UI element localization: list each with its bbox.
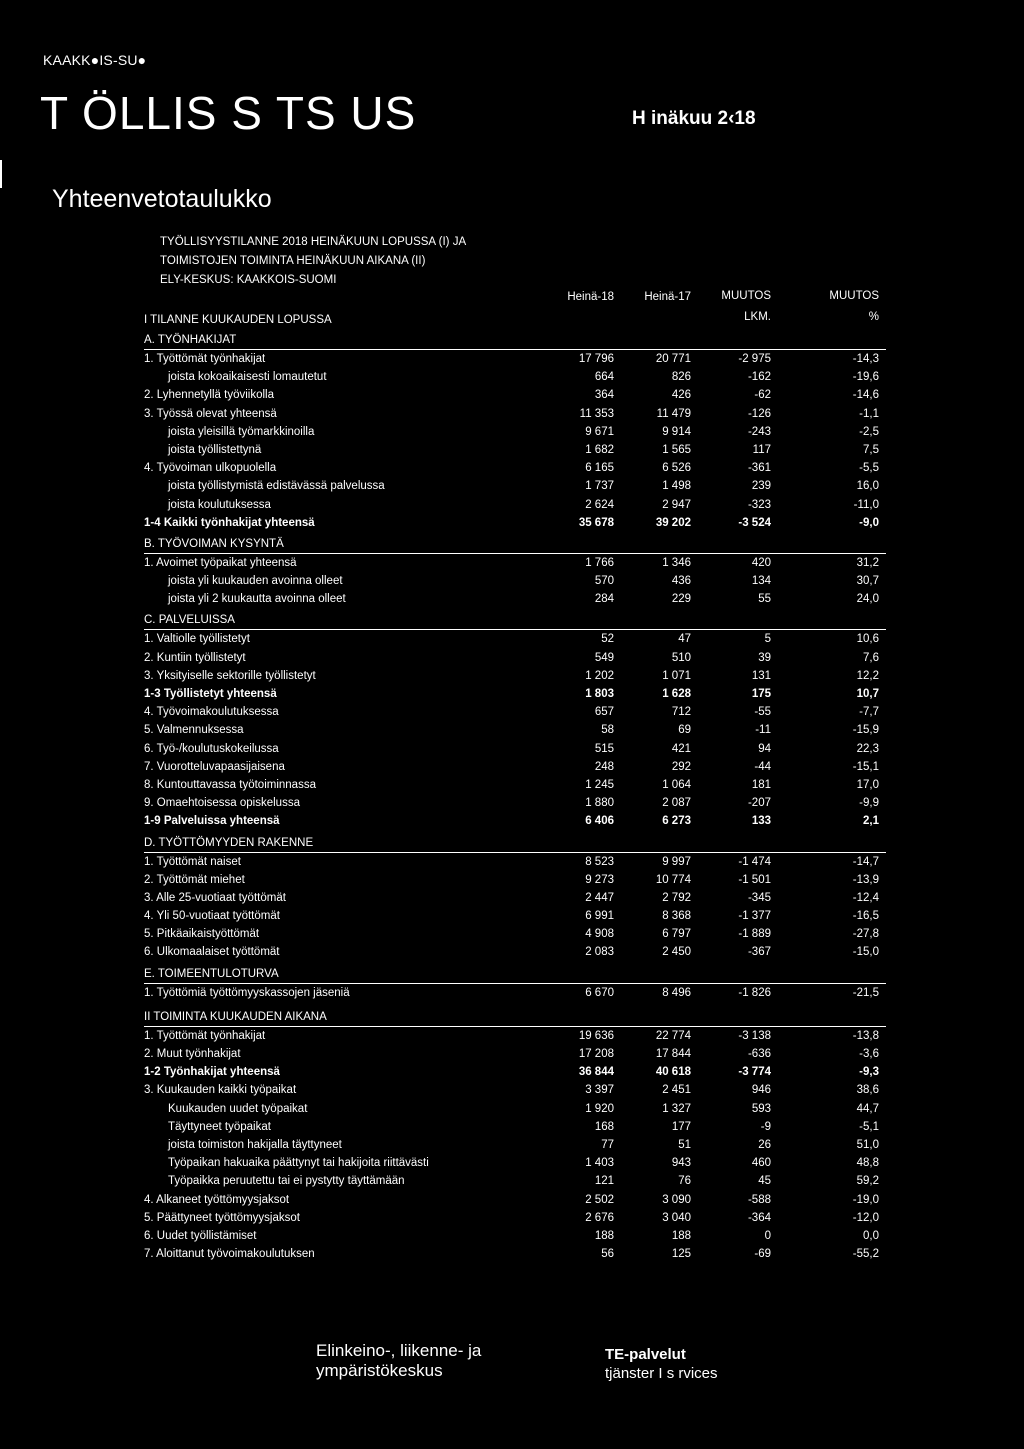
row-label: 2. Muut työnhakijat bbox=[144, 1048, 241, 1060]
row-value-col-2: 39 202 bbox=[655, 516, 691, 529]
ely-logo-text bbox=[316, 1341, 481, 1381]
row-value-col-4: -5,5 bbox=[859, 462, 879, 475]
row-value-col-2: 40 618 bbox=[655, 1066, 691, 1079]
row-value-col-4: -55,2 bbox=[852, 1248, 879, 1261]
table-row bbox=[144, 889, 884, 907]
row-value-col-3: 134 bbox=[751, 575, 771, 588]
row-value-col-2: 69 bbox=[678, 724, 691, 737]
row-value-col-4: 51,0 bbox=[856, 1138, 879, 1151]
margin-mark bbox=[0, 160, 2, 188]
table-row bbox=[144, 685, 884, 703]
row-value-col-2: 22 774 bbox=[655, 1029, 691, 1042]
row-value-col-2: 1 628 bbox=[662, 688, 691, 700]
row-value-col-1: 1 803 bbox=[585, 688, 614, 700]
page-subtitle: Yhteenvetotaulukko bbox=[52, 185, 272, 213]
header-label: I TILANNE KUUKAUDEN LOPUSSA bbox=[144, 314, 332, 326]
row-value-col-2: 11 479 bbox=[656, 407, 691, 420]
row-value-col-3: -588 bbox=[747, 1193, 771, 1206]
row-label: 5. Valmennuksessa bbox=[144, 724, 244, 737]
row-value-col-3: 117 bbox=[752, 443, 771, 456]
row-value-col-2: 712 bbox=[671, 706, 691, 719]
table-row bbox=[144, 590, 884, 608]
row-value-col-3: -126 bbox=[747, 407, 771, 420]
row-value-col-2: 826 bbox=[671, 371, 691, 384]
section-title: II TOIMINTA KUUKAUDEN AIKANA bbox=[144, 1010, 327, 1023]
row-value-col-4: -14,6 bbox=[852, 389, 879, 402]
row-label: 3. Yksityiselle sektorille työllistetyt bbox=[144, 669, 316, 682]
row-label: 2. Kuntiin työllistetyt bbox=[144, 651, 246, 664]
row-value-col-1: 1 403 bbox=[585, 1157, 614, 1170]
row-value-col-1: 6 165 bbox=[585, 462, 614, 475]
table-row bbox=[144, 853, 884, 871]
row-value-col-4: -19,0 bbox=[852, 1193, 879, 1206]
table-row bbox=[144, 907, 884, 925]
row-value-col-1: 664 bbox=[594, 371, 614, 384]
row-value-col-4: 2,1 bbox=[863, 815, 879, 828]
row-value-col-1: 168 bbox=[594, 1120, 614, 1133]
row-value-col-4: -5,1 bbox=[859, 1120, 879, 1133]
row-value-col-1: 1 245 bbox=[585, 778, 614, 791]
row-value-col-2: 20 771 bbox=[655, 353, 691, 365]
row-value-col-1: 248 bbox=[594, 760, 614, 773]
row-value-col-2: 2 087 bbox=[662, 797, 691, 810]
table-row bbox=[144, 1172, 884, 1190]
row-value-col-3: -44 bbox=[754, 760, 771, 773]
row-value-col-1: 1 202 bbox=[585, 669, 614, 682]
row-label: 9. Omaehtoisessa opiskelussa bbox=[144, 797, 300, 810]
table-body bbox=[144, 331, 884, 1263]
row-value-col-3: 26 bbox=[758, 1138, 771, 1151]
row-label: 3. Alle 25-vuotiaat työttömät bbox=[144, 891, 286, 904]
row-value-col-3: -1 501 bbox=[738, 873, 771, 886]
row-value-col-2: 10 774 bbox=[655, 873, 691, 886]
table-row bbox=[144, 405, 884, 423]
row-value-col-3: 131 bbox=[751, 669, 771, 682]
row-label: 1-4 Kaikki työnhakijat yhteensä bbox=[144, 516, 315, 529]
row-value-col-1: 657 bbox=[594, 706, 614, 719]
row-value-col-1: 2 676 bbox=[585, 1211, 614, 1224]
row-value-col-2: 421 bbox=[671, 742, 691, 755]
section-heading bbox=[144, 611, 884, 629]
row-value-col-2: 1 071 bbox=[662, 669, 691, 682]
row-label: 1. Työttömät naiset bbox=[144, 855, 241, 868]
table-row bbox=[144, 1191, 884, 1209]
row-value-col-3: -11 bbox=[755, 724, 771, 737]
row-value-col-3: 420 bbox=[751, 556, 771, 569]
row-value-col-1: 36 844 bbox=[578, 1066, 614, 1079]
row-value-col-3: -3 138 bbox=[738, 1029, 771, 1042]
table-row bbox=[144, 943, 884, 961]
row-value-col-4: -15,9 bbox=[852, 724, 879, 737]
row-value-col-3: -1 377 bbox=[738, 910, 771, 923]
row-value-col-2: 3 040 bbox=[662, 1211, 691, 1224]
row-value-col-2: 2 792 bbox=[662, 891, 691, 904]
row-value-col-1: 9 671 bbox=[585, 425, 614, 438]
row-value-col-3: -367 bbox=[747, 946, 771, 959]
row-label: 2. Lyhennetyllä työviikolla bbox=[144, 389, 274, 402]
row-value-col-2: 9 914 bbox=[662, 425, 691, 438]
row-value-col-4: -27,8 bbox=[852, 928, 879, 941]
header-col-2: Heinä-17 bbox=[644, 291, 691, 303]
row-label: 4. Työvoiman ulkopuolella bbox=[144, 462, 277, 475]
row-value-col-4: -13,8 bbox=[852, 1029, 879, 1042]
row-label: 1. Työttömiä työttömyyskassojen jäseniä bbox=[144, 986, 350, 999]
row-value-col-4: 10,6 bbox=[856, 633, 879, 646]
row-value-col-4: -15,1 bbox=[852, 760, 879, 773]
row-value-col-1: 19 636 bbox=[578, 1029, 614, 1042]
footer-left-line: Elinkeino-, liikenne- ja bbox=[316, 1341, 482, 1360]
section-title: D. TYÖTTÖMYYDEN RAKENNE bbox=[144, 836, 314, 849]
row-value-col-4: -12,0 bbox=[852, 1211, 879, 1224]
row-value-col-1: 121 bbox=[594, 1175, 614, 1188]
row-value-col-1: 35 678 bbox=[578, 516, 614, 529]
table-row bbox=[144, 1136, 884, 1154]
table-row bbox=[144, 1227, 884, 1245]
section-title: C. PALVELUISSA bbox=[144, 614, 235, 627]
row-value-col-1: 1 682 bbox=[585, 443, 614, 456]
row-value-col-1: 515 bbox=[594, 742, 614, 755]
row-value-col-4: -9,9 bbox=[859, 797, 879, 810]
description-line: TYÖLLISYYSTILANNE 2018 HEINÄKUUN LOPUSSA (I) JA bbox=[160, 236, 467, 248]
row-label: 6. Työ-/koulutuskokeilussa bbox=[144, 742, 279, 755]
row-value-col-2: 76 bbox=[678, 1175, 691, 1188]
row-value-col-3: -9 bbox=[760, 1120, 771, 1133]
row-value-col-2: 125 bbox=[671, 1248, 691, 1261]
table-row bbox=[144, 740, 884, 758]
row-value-col-2: 943 bbox=[671, 1157, 691, 1170]
row-label: joista koulutuksessa bbox=[168, 498, 271, 511]
row-value-col-4: -13,9 bbox=[852, 873, 879, 886]
row-value-col-4: 31,2 bbox=[856, 556, 879, 569]
table-row bbox=[144, 776, 884, 794]
row-value-col-3: 175 bbox=[751, 688, 771, 700]
row-value-col-1: 9 273 bbox=[585, 873, 614, 886]
section-title: B. TYÖVOIMAN KYSYNTÄ bbox=[144, 537, 284, 550]
row-value-col-4: -14,3 bbox=[852, 353, 879, 365]
row-value-col-4: -2,5 bbox=[859, 425, 879, 438]
row-label: 1-3 Työllistetyt yhteensä bbox=[144, 688, 277, 700]
row-value-col-4: 22,3 bbox=[856, 742, 879, 755]
row-label: 4. Yli 50-vuotiaat työttömät bbox=[144, 910, 280, 923]
row-value-col-4: 7,5 bbox=[863, 443, 879, 456]
row-value-col-4: 30,7 bbox=[856, 575, 879, 588]
row-value-col-3: 5 bbox=[764, 633, 771, 646]
table-row bbox=[144, 1063, 884, 1081]
row-value-col-2: 510 bbox=[671, 651, 691, 664]
row-value-col-2: 6 526 bbox=[662, 462, 691, 475]
row-label: joista yli kuukauden avoinna olleet bbox=[168, 575, 343, 588]
row-value-col-4: -1,1 bbox=[859, 407, 879, 420]
header-col-1: Heinä-18 bbox=[567, 291, 614, 303]
footer-left-line: ympäristökeskus bbox=[316, 1361, 443, 1380]
table-row bbox=[144, 812, 884, 830]
table-row bbox=[144, 1209, 884, 1227]
row-value-col-2: 1 346 bbox=[662, 556, 691, 569]
row-value-col-3: -1 889 bbox=[738, 928, 771, 941]
row-value-col-4: 7,6 bbox=[863, 651, 879, 664]
section-heading bbox=[144, 965, 884, 983]
table-row bbox=[144, 423, 884, 441]
row-value-col-1: 2 447 bbox=[585, 891, 614, 904]
row-value-col-2: 188 bbox=[671, 1229, 691, 1242]
report-month: H inäkuu 2‹18 bbox=[632, 108, 756, 129]
table-row bbox=[144, 496, 884, 514]
row-label: Kuukauden uudet työpaikat bbox=[168, 1102, 308, 1115]
row-value-col-3: 946 bbox=[751, 1084, 771, 1097]
table-row bbox=[144, 1245, 884, 1263]
table-row bbox=[144, 368, 884, 386]
table-header bbox=[144, 286, 884, 328]
row-value-col-1: 1 737 bbox=[585, 480, 614, 493]
row-label: joista yleisillä työmarkkinoilla bbox=[168, 425, 315, 438]
row-label: 6. Uudet työllistämiset bbox=[144, 1229, 257, 1242]
report-description bbox=[160, 233, 466, 290]
row-value-col-2: 436 bbox=[671, 575, 691, 588]
table-row bbox=[144, 1027, 884, 1045]
row-value-col-3: -364 bbox=[747, 1211, 771, 1224]
row-value-col-3: -55 bbox=[754, 706, 771, 719]
row-value-col-3: -162 bbox=[747, 371, 771, 384]
section-heading bbox=[144, 535, 884, 553]
row-label: joista toimiston hakijalla täyttyneet bbox=[168, 1138, 342, 1151]
row-value-col-4: -11,0 bbox=[853, 498, 879, 511]
row-label: 8. Kuntouttavassa työtoiminnassa bbox=[144, 778, 316, 791]
table-row bbox=[144, 925, 884, 943]
row-value-col-1: 364 bbox=[594, 389, 614, 402]
table-row bbox=[144, 386, 884, 404]
row-label: joista kokoaikaisesti lomautetut bbox=[168, 371, 327, 384]
row-value-col-2: 3 090 bbox=[662, 1193, 691, 1206]
table-row bbox=[144, 514, 884, 532]
row-value-col-4: 16,0 bbox=[856, 480, 879, 493]
row-value-col-4: -12,4 bbox=[852, 891, 879, 904]
row-label: 1-2 Työnhakijat yhteensä bbox=[144, 1066, 280, 1079]
row-value-col-4: -21,5 bbox=[852, 986, 879, 999]
row-value-col-4: 24,0 bbox=[856, 593, 879, 606]
row-value-col-2: 1 064 bbox=[662, 778, 691, 791]
row-value-col-3: -345 bbox=[747, 891, 771, 904]
row-label: joista yli 2 kuukautta avoinna olleet bbox=[168, 593, 346, 606]
row-value-col-3: -69 bbox=[754, 1248, 771, 1261]
row-value-col-2: 6 273 bbox=[662, 815, 691, 828]
row-value-col-2: 292 bbox=[671, 760, 691, 773]
row-value-col-2: 17 844 bbox=[655, 1048, 691, 1060]
row-value-col-3: 39 bbox=[758, 651, 771, 664]
table-row bbox=[144, 630, 884, 648]
row-value-col-1: 8 523 bbox=[585, 855, 614, 868]
row-value-col-2: 1 327 bbox=[662, 1102, 691, 1115]
row-value-col-1: 56 bbox=[601, 1248, 614, 1261]
row-value-col-1: 570 bbox=[594, 575, 614, 588]
row-value-col-1: 52 bbox=[601, 633, 614, 646]
row-value-col-1: 2 624 bbox=[585, 498, 614, 511]
row-value-col-2: 8 368 bbox=[662, 910, 691, 923]
row-value-col-4: -7,7 bbox=[859, 706, 879, 719]
row-value-col-2: 426 bbox=[671, 389, 691, 402]
row-value-col-2: 51 bbox=[678, 1138, 691, 1151]
row-value-col-1: 2 502 bbox=[585, 1193, 614, 1206]
table-row bbox=[144, 794, 884, 812]
row-value-col-2: 8 496 bbox=[662, 986, 691, 999]
region-label: KAAKK●IS-SU● bbox=[43, 52, 147, 68]
row-value-col-4: 17,0 bbox=[856, 778, 879, 791]
section-heading bbox=[144, 1008, 884, 1026]
row-label: 5. Päättyneet työttömyysjaksot bbox=[144, 1211, 300, 1224]
row-label: 6. Ulkomaalaiset työttömät bbox=[144, 946, 280, 959]
row-value-col-3: 0 bbox=[764, 1229, 771, 1242]
summary-table bbox=[144, 286, 884, 1263]
row-value-col-1: 3 397 bbox=[585, 1084, 614, 1097]
table-row bbox=[144, 758, 884, 776]
row-value-col-1: 6 406 bbox=[585, 815, 614, 828]
row-value-col-4: 38,6 bbox=[856, 1084, 879, 1097]
row-value-col-4: 12,2 bbox=[856, 669, 879, 682]
row-value-col-3: 181 bbox=[751, 778, 771, 791]
table-row bbox=[144, 649, 884, 667]
row-label: Työpaikan hakuaika päättynyt tai hakijoita riittävästi bbox=[168, 1157, 429, 1170]
row-label: 3. Työssä olevat yhteensä bbox=[144, 407, 277, 420]
row-value-col-3: -3 774 bbox=[738, 1066, 771, 1079]
table-row bbox=[144, 667, 884, 685]
description-line: ELY-KESKUS: KAAKKOIS-SUOMI bbox=[160, 274, 337, 286]
row-value-col-3: -243 bbox=[747, 425, 771, 438]
row-value-col-4: 0,0 bbox=[863, 1229, 879, 1242]
row-value-col-3: -2 975 bbox=[738, 353, 771, 365]
row-value-col-1: 58 bbox=[601, 724, 614, 737]
row-value-col-2: 2 947 bbox=[662, 498, 691, 511]
table-row bbox=[144, 350, 884, 368]
row-value-col-1: 17 208 bbox=[578, 1048, 614, 1060]
row-value-col-2: 229 bbox=[671, 593, 691, 606]
table-row bbox=[144, 1081, 884, 1099]
row-value-col-3: 94 bbox=[758, 742, 771, 755]
section-title: A. TYÖNHAKIJAT bbox=[144, 334, 237, 346]
row-label: 4. Työvoimakoulutuksessa bbox=[144, 706, 279, 719]
row-value-col-1: 549 bbox=[594, 651, 614, 664]
row-value-col-3: -361 bbox=[747, 462, 771, 475]
footer-right-line: tjänster I s rvices bbox=[605, 1365, 718, 1382]
row-label: 5. Pitkäaikaistyöttömät bbox=[144, 928, 260, 941]
table-row bbox=[144, 871, 884, 889]
table-row bbox=[144, 572, 884, 590]
row-value-col-2: 9 997 bbox=[662, 855, 691, 868]
table-row bbox=[144, 721, 884, 739]
row-value-col-3: -323 bbox=[747, 498, 771, 511]
row-value-col-3: -62 bbox=[754, 389, 771, 402]
row-label: 7. Aloittanut työvoimakoulutuksen bbox=[144, 1248, 315, 1261]
te-logo-text bbox=[605, 1345, 718, 1383]
page-title: T ÖLLIS S TS US bbox=[40, 87, 417, 139]
row-value-col-1: 1 766 bbox=[585, 556, 614, 569]
row-label: 4. Alkaneet työttömyysjaksot bbox=[144, 1193, 290, 1206]
table-row bbox=[144, 703, 884, 721]
row-value-col-4: -9,0 bbox=[859, 516, 879, 529]
row-label: 1. Avoimet työpaikat yhteensä bbox=[144, 556, 297, 569]
row-value-col-2: 2 450 bbox=[662, 946, 691, 959]
table-row bbox=[144, 1154, 884, 1172]
row-value-col-3: -3 524 bbox=[738, 516, 771, 529]
table-row bbox=[144, 459, 884, 477]
row-value-col-3: 133 bbox=[751, 815, 771, 828]
row-label: 1. Valtiolle työllistetyt bbox=[144, 633, 250, 646]
table-row bbox=[144, 477, 884, 495]
row-value-col-1: 284 bbox=[594, 593, 614, 606]
section-heading bbox=[144, 331, 884, 349]
row-value-col-4: -3,6 bbox=[859, 1048, 879, 1060]
row-value-col-1: 77 bbox=[601, 1138, 614, 1151]
row-value-col-3: -207 bbox=[747, 797, 771, 810]
row-value-col-4: -15,0 bbox=[852, 946, 879, 959]
table-row bbox=[144, 441, 884, 459]
table-row bbox=[144, 1118, 884, 1136]
row-value-col-2: 177 bbox=[671, 1120, 691, 1133]
row-label: Täyttyneet työpaikat bbox=[168, 1120, 271, 1133]
row-value-col-1: 188 bbox=[594, 1229, 614, 1242]
row-value-col-3: 55 bbox=[758, 593, 771, 606]
row-value-col-4: 59,2 bbox=[856, 1175, 879, 1188]
row-label: 2. Työttömät miehet bbox=[144, 873, 245, 886]
row-value-col-4: 48,8 bbox=[856, 1157, 879, 1170]
row-value-col-2: 6 797 bbox=[662, 928, 691, 941]
row-value-col-3: -1 474 bbox=[738, 855, 771, 868]
row-value-col-4: -14,7 bbox=[852, 855, 879, 868]
row-value-col-3: 593 bbox=[751, 1102, 771, 1115]
footer-right-line: TE-palvelut bbox=[605, 1346, 686, 1363]
row-value-col-2: 1 498 bbox=[662, 480, 691, 493]
row-value-col-1: 4 908 bbox=[585, 928, 614, 941]
row-value-col-4: -19,6 bbox=[852, 371, 879, 384]
table-row bbox=[144, 984, 884, 1002]
row-value-col-1: 6 670 bbox=[585, 986, 614, 999]
section-title: E. TOIMEENTULOTURVA bbox=[144, 967, 279, 980]
row-value-col-1: 1 920 bbox=[585, 1102, 614, 1115]
row-label: joista työllistettynä bbox=[168, 443, 262, 456]
row-value-col-3: -1 826 bbox=[738, 986, 771, 999]
row-value-col-1: 6 991 bbox=[585, 910, 614, 923]
header-col-3: MUUTOS LKM. bbox=[721, 290, 771, 323]
row-value-col-4: 10,7 bbox=[856, 688, 879, 700]
row-value-col-3: 460 bbox=[751, 1157, 771, 1170]
row-label: 1. Työttömät työnhakijat bbox=[144, 1029, 266, 1042]
row-label: 3. Kuukauden kaikki työpaikat bbox=[144, 1084, 297, 1097]
row-label: 1-9 Palveluissa yhteensä bbox=[144, 815, 280, 828]
row-value-col-4: -9,3 bbox=[859, 1066, 879, 1079]
row-value-col-1: 17 796 bbox=[578, 353, 614, 365]
row-value-col-4: 44,7 bbox=[856, 1102, 879, 1115]
row-value-col-1: 1 880 bbox=[585, 797, 614, 810]
row-value-col-3: 239 bbox=[751, 480, 771, 493]
row-value-col-3: 45 bbox=[758, 1175, 771, 1188]
row-value-col-3: -636 bbox=[747, 1048, 771, 1060]
row-value-col-1: 11 353 bbox=[579, 407, 614, 420]
row-label: 1. Työttömät työnhakijat bbox=[144, 353, 266, 365]
table-row bbox=[144, 1100, 884, 1118]
header-col-4: MUUTOS % bbox=[829, 290, 879, 323]
row-label: joista työllistymistä edistävässä palvelussa bbox=[168, 480, 385, 493]
table-row bbox=[144, 1045, 884, 1063]
description-line: TOIMISTOJEN TOIMINTA HEINÄKUUN AIKANA (II) bbox=[160, 255, 426, 267]
row-label: Työpaikka peruutettu tai ei pystytty täyttämään bbox=[168, 1175, 405, 1188]
row-value-col-2: 2 451 bbox=[662, 1084, 691, 1097]
row-value-col-1: 2 083 bbox=[585, 946, 614, 959]
section-heading bbox=[144, 834, 884, 852]
row-value-col-2: 1 565 bbox=[662, 443, 691, 456]
row-value-col-2: 47 bbox=[678, 633, 691, 646]
table-row bbox=[144, 554, 884, 572]
row-value-col-4: -16,5 bbox=[852, 910, 879, 923]
row-label: 7. Vuorotteluvapaasijaisena bbox=[144, 760, 285, 773]
